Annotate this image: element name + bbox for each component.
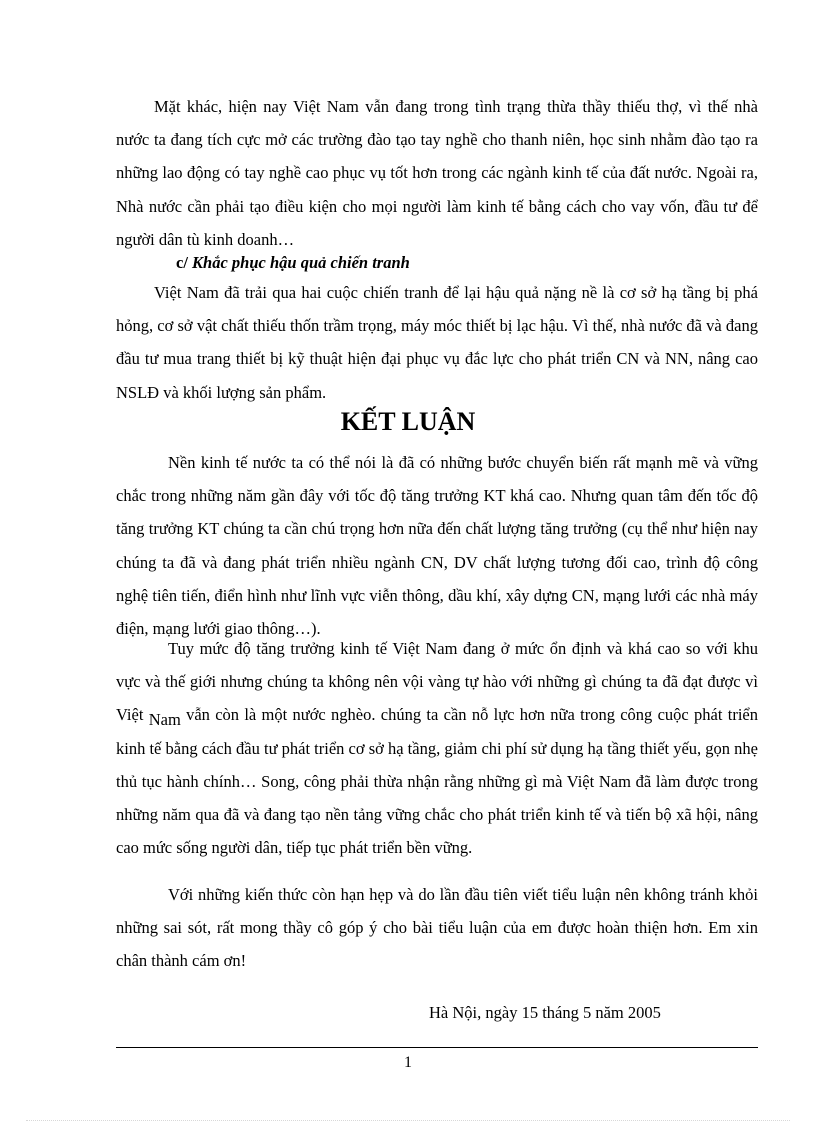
section-c-prefix: c/ xyxy=(176,253,193,272)
section-c-paragraph: Việt Nam đã trải qua hai cuộc chiến tranh để lại hậu quả nặng nề là cơ sở hạ tầng bị phá hỏng, cơ sở vật chất thiếu thốn trầm trọng, máy móc thiết bị lạc hậu. Vì thế, nhà nước đã và đang đầu tư mua trang thiết bị kỹ thuật hiện đại phục vụ đắc lực cho phát triển CN và NN, nâng cao NSLĐ và khối lượng sản phẩm. xyxy=(116,283,758,402)
intro-paragraph: Mặt khác, hiện nay Việt Nam vẫn đang trong tình trạng thừa thầy thiếu thợ, vì thế nhà nước ta đang tích cực mở các trường đào tạo tay nghề cho thanh niên, học sinh nhằm đào tạo ra những lao động có tay nghề cao phục vụ tốt hơn trong các ngành kinh tế của đất nước. Ngoài ra, Nhà nước cần phải tạo điều kiện cho mọi người làm kinh tế bằng cách cho vay vốn, đầu tư để người dân tù kinh doanh… xyxy=(116,97,758,249)
signature-date-line: Hà Nội, ngày 15 tháng 5 năm 2005 xyxy=(429,1003,661,1022)
conclusion-paragraph-1: Nền kinh tế nước ta có thể nói là đã có những bước chuyển biến rất mạnh mẽ và vững chắc trong những năm gần đây với tốc độ tăng trưởng KT khá cao. Nhưng quan tâm đến tốc độ tăng trưởng KT chúng ta cần chú trọng hơn nữa đến chất lượng tăng trưởng (cụ thể như hiện nay chúng ta đã và đang phát triển nhiều ngành CN, DV chất lượng tương đối cao, trình độ công nghệ tiên tiến, điển hình như lĩnh vực viễn thông, dầu khí, xây dựng CN, mạng lưới các nhà máy điện, mạng lưới giao thông…). xyxy=(116,453,758,639)
footer-divider xyxy=(116,1047,758,1048)
conclusion-heading: KẾT LUẬN xyxy=(340,407,476,436)
conclusion-paragraph-2-lowered-word: Nam xyxy=(148,710,181,730)
page-bottom-edge xyxy=(26,1120,790,1121)
section-c-title: Khắc phục hậu quả chiến tranh xyxy=(192,253,410,272)
conclusion-paragraph-2 xyxy=(116,632,758,864)
section-c-heading xyxy=(176,250,410,276)
conclusion-paragraph-2-part-1: Tuy mức độ tăng trưởng kinh tế Việt Nam đang ở mức ổn định và khá cao so với khu vực và thế giới nhưng chúng ta không nên vội vàng tự hào với những gì chúng ta đã đạt được vì Việt xyxy=(116,639,758,725)
conclusion-paragraph-3: Với những kiến thức còn hạn hẹp và do lần đầu tiên viết tiểu luận nên không tránh khỏi những sai sót, rất mong thầy cô góp ý cho bài tiểu luận của em được hoàn thiện hơn. Em xin chân thành cám ơn! xyxy=(116,885,758,971)
conclusion-paragraph-2-part-2: vẫn còn là một nước nghèo. chúng ta cần nỗ lực hơn nữa trong công cuộc phát triển kinh tế bằng cách đầu tư phát triển cơ sở hạ tầng, giảm chi phí sử dụng hạ tầng thiết yếu, gọn nhẹ thủ tục hành chính… Song, công phải thừa nhận rằng những gì mà Việt Nam đã làm được trong những năm qua đã và đang tạo nền tảng vững chắc cho phát triển kinh tế và tiến bộ xã hội, nâng cao mức sống người dân, tiếp tục phát triển bền vững. xyxy=(116,705,759,858)
page-number: 1 xyxy=(404,1054,412,1071)
